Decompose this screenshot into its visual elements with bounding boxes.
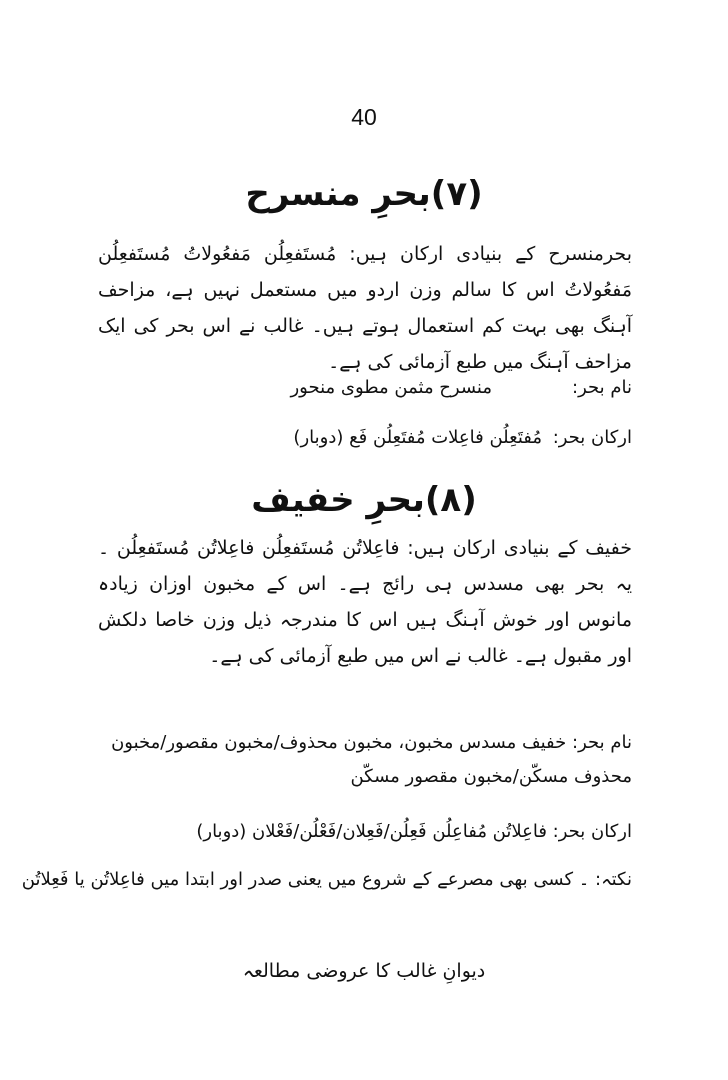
section-8-name-line: نام بحر: خفیف مسدس مخبون، مخبون محذوف/مخبون مقصور/مخبون محذوف مسکّن/مخبون مقصور مسکّن [111,732,632,787]
section-8-heading: (۸)بحرِ خفیف [251,480,477,520]
section-8-note-line: نکتہ: ۔ کسی بھی مصرعے کے شروع میں یعنی صدر اور ابتدا میں فاعِلاتُن یا فَعِلاتُن [21,869,632,890]
section-7-paragraph: بحرمنسرح کے بنیادی ارکان ہیں: مُستَفعِلُن مَفعُولاتُ مُستَفعِلُن مَفعُولاتُ اس کا سالم وزن اردو میں مستعمل نہیں ہے، مزاحف آہنگ بھی بہت کم استعمال ہوتے ہیں۔ غالب نے اس بحر کی ایک مزاحف آہنگ میں طبع آزمائی کی ہے۔ [98,243,632,373]
section-8-arkan-line: ارکان بحر: فاعِلاتُن مُفاعِلُن فَعِلُن/فَعِلان/فَعْلُن/فَعْلان (دوبار) [196,821,632,842]
section-7-arkan-value: مُفتَعِلُن فاعِلات مُفتَعِلُن فَع (دوبار) [293,427,542,448]
section-7-name-value: منسرح مثمن مطوی منحور [290,377,492,398]
section-7-name-row [98,374,632,402]
page-footer-title: دیوانِ غالب کا عروضی مطالعہ [242,960,486,982]
page-number: 40 [351,104,377,130]
section-7-name-label: نام بحر: [572,377,632,398]
section-7-heading: (۷)بحرِ منسرح [245,174,483,214]
section-8-paragraph: خفیف کے بنیادی ارکان ہیں: فاعِلاتُن مُستَفعِلُن فاعِلاتُن مُستَفعِلُن ۔ یہ بحر بھی مسدس ہی رائج ہے۔ اس کے مخبون اوزان زیادہ مانوس اور خوش آہنگ ہیں اس کا مندرجہ ذیل وزن خاصا دلکش اور مقبول ہے۔ غالب نے اس میں طبع آزمائی کی ہے۔ [98,537,632,667]
section-7-arkan-label: ارکان بحر: [552,427,632,448]
section-7-arkan-row [98,424,632,452]
